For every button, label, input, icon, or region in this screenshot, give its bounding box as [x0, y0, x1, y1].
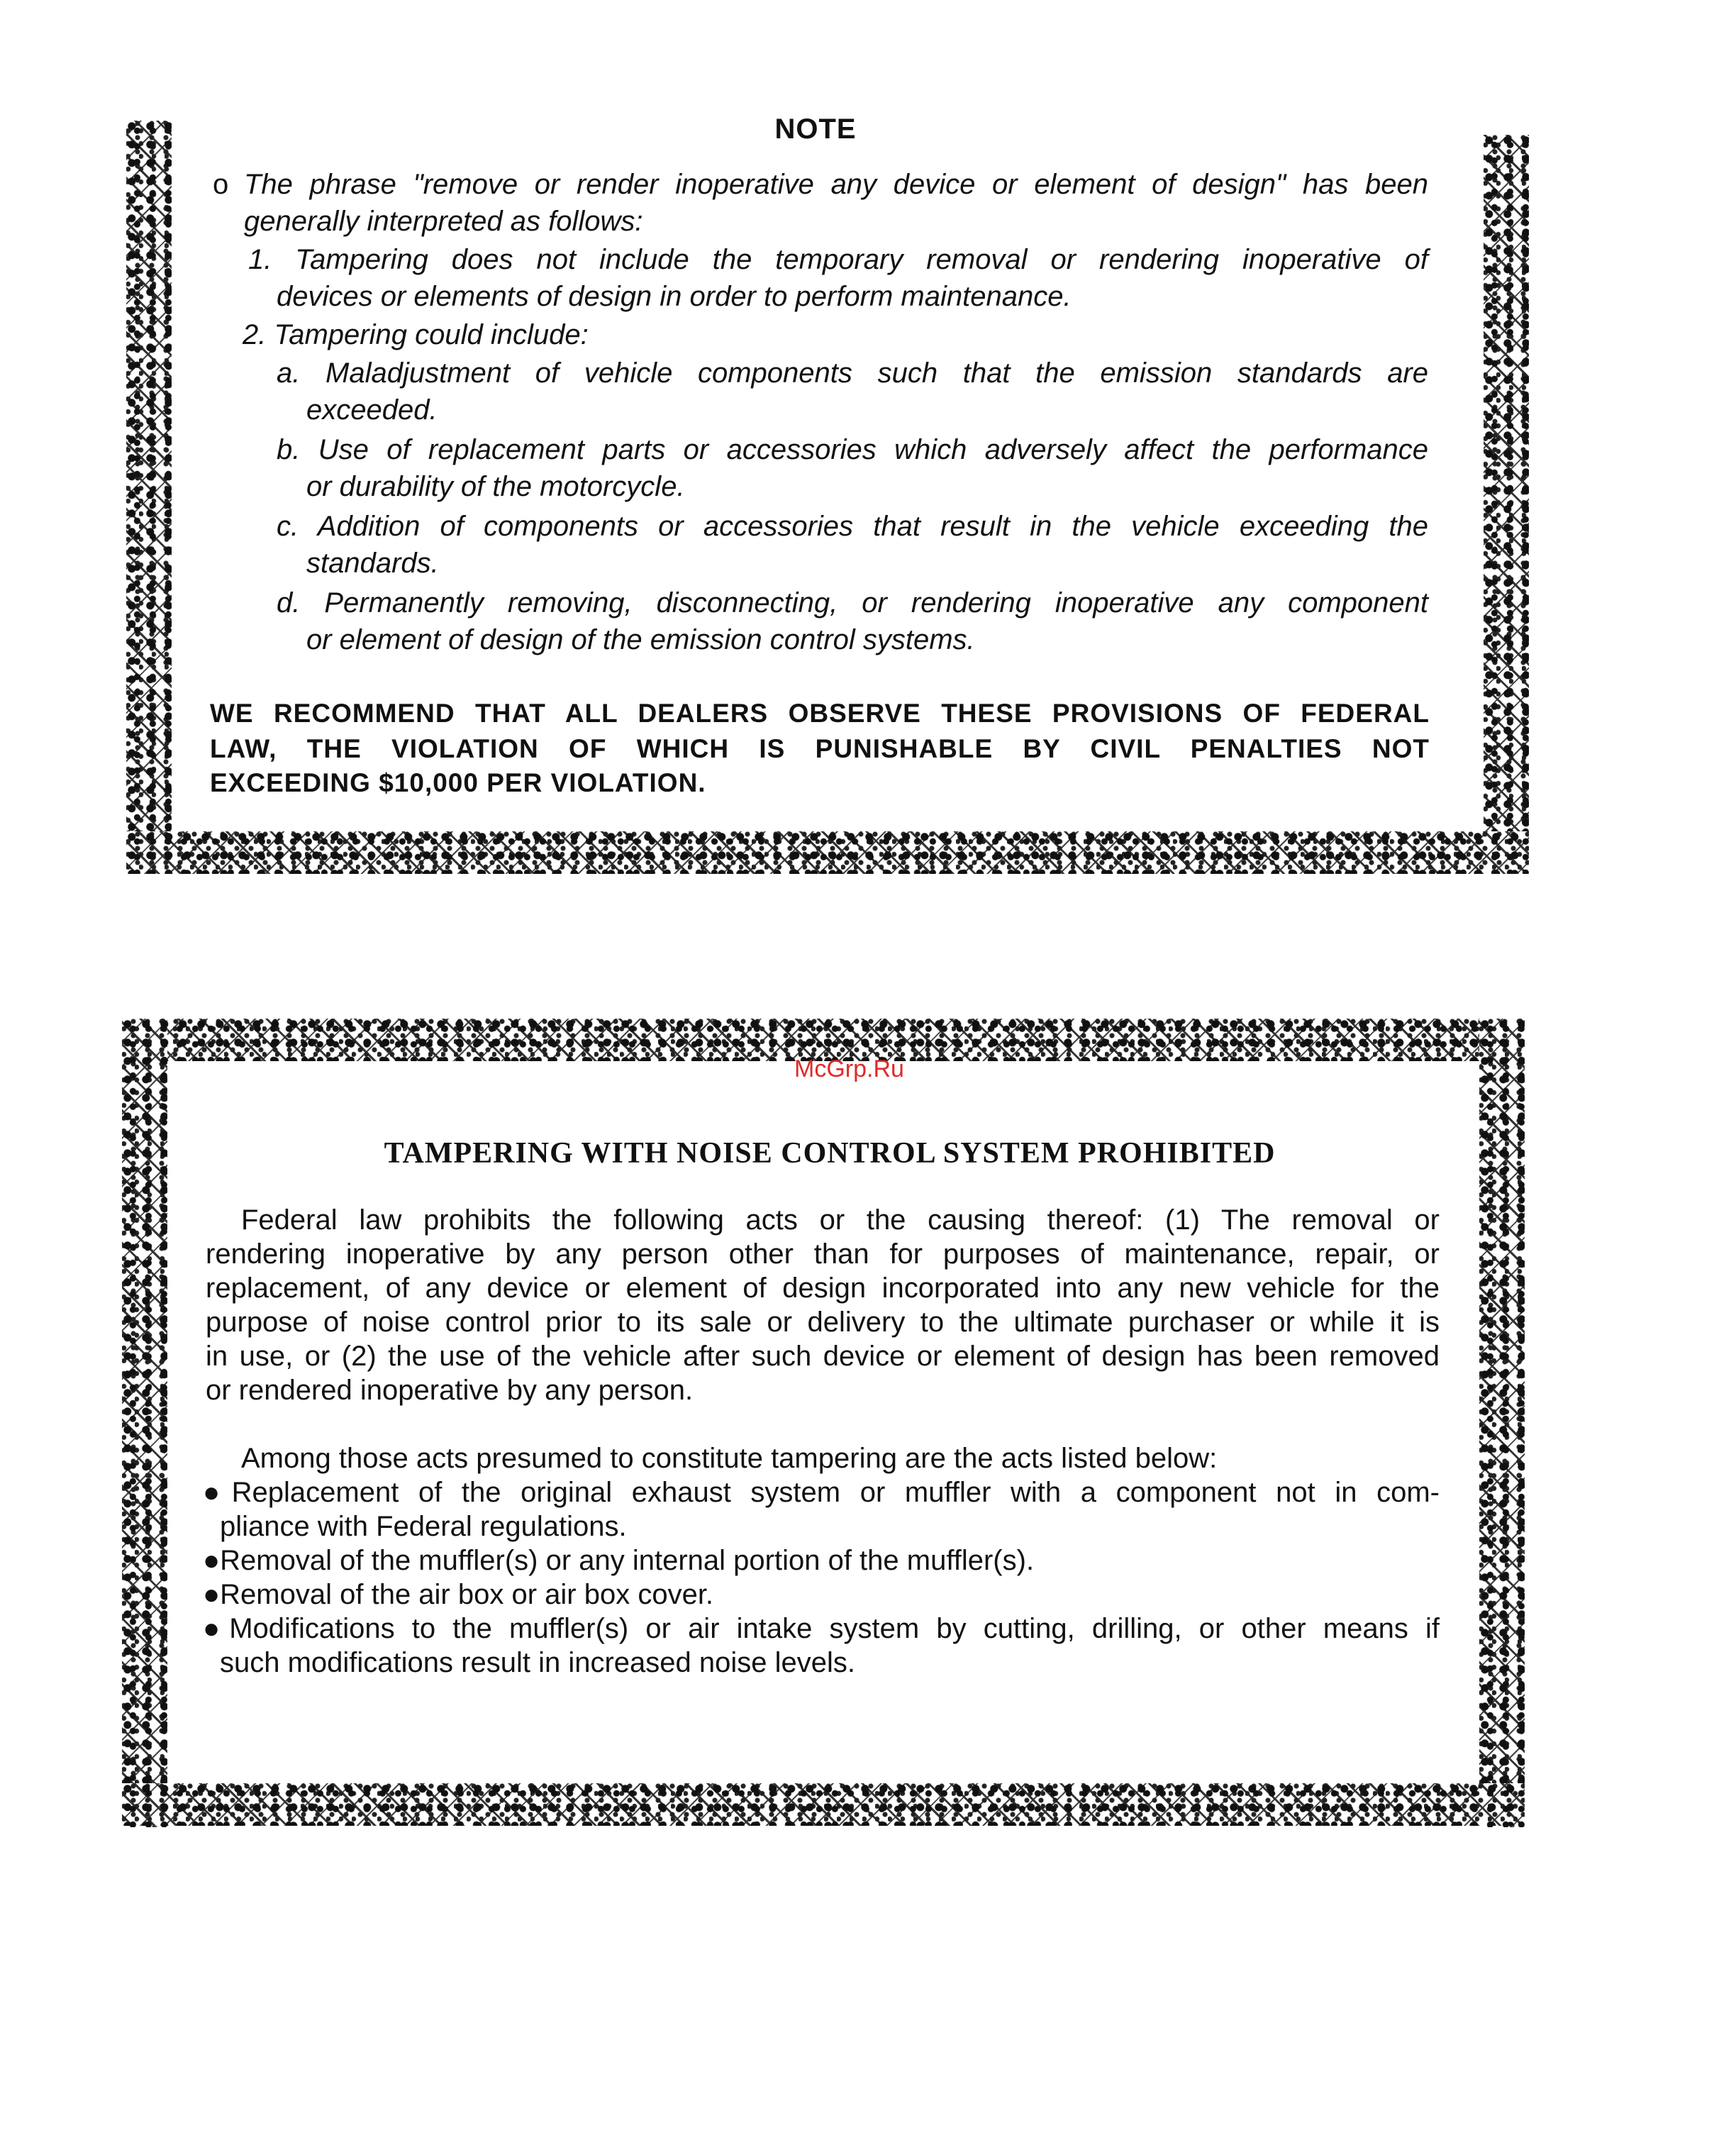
- note-sub-b-cont: or durability of the motorcycle.: [306, 471, 685, 502]
- note-sub-c: c. Addition of components or accessories that result in the vehicle exceeding the: [277, 511, 1428, 542]
- note-warning-line2: LAW, THE VIOLATION OF WHICH IS PUNISHABLE BY CIVIL PENALTIES NOT: [210, 734, 1430, 763]
- note-sub-c-cont: standards.: [306, 548, 439, 579]
- note-warning-line3: EXCEEDING $10,000 PER VIOLATION.: [210, 768, 706, 797]
- tamper-bullet-3: ●Removal of the air box or air box cover.: [203, 1579, 714, 1610]
- tamper-bullet-1: ●Replacement of the original exhaust system or muffler with a component not in com-: [203, 1477, 1440, 1508]
- note-intro-cont: generally interpreted as follows:: [244, 206, 643, 237]
- note-border-left: [126, 121, 172, 872]
- tamper-bullet-4: ●Modifications to the muffler(s) or air intake system by cutting, drilling, or other means if: [203, 1613, 1440, 1644]
- tamper-bullet-1-cont: pliance with Federal regulations.: [220, 1511, 627, 1542]
- tamper-border-bottom: [122, 1783, 1525, 1826]
- tamper-border-right: [1479, 1019, 1525, 1827]
- tamper-para1-line6: or rendered inoperative by any person.: [206, 1375, 694, 1406]
- note-sub-a: a. Maladjustment of vehicle components such that the emission standards are: [277, 358, 1428, 389]
- note-title: NOTE: [774, 113, 857, 145]
- note-border-bottom: [126, 831, 1529, 874]
- note-bullet: o: [213, 169, 229, 200]
- note-warning-line1: WE RECOMMEND THAT ALL DEALERS OBSERVE THESE PROVISIONS OF FEDERAL: [210, 699, 1430, 728]
- tamper-bullet-4-cont: such modifications result in increased noise levels.: [220, 1647, 855, 1678]
- note-item-2: 2. Tampering could include:: [243, 319, 589, 350]
- note-sub-b: b. Use of replacement parts or accessories which adversely affect the performance: [277, 434, 1428, 465]
- watermark-text: McGrp.Ru: [794, 1055, 904, 1082]
- note-item-1-cont: devices or elements of design in order to perform maintenance.: [277, 281, 1072, 312]
- tamper-para1-line4: purpose of noise control prior to its sale or delivery to the ultimate purchaser or while it is: [206, 1307, 1440, 1338]
- tamper-title: TAMPERING WITH NOISE CONTROL SYSTEM PROHIBITED: [384, 1137, 1276, 1170]
- note-sub-d-cont: or element of design of the emission control systems.: [306, 624, 975, 655]
- tamper-border-left: [122, 1019, 167, 1827]
- tamper-para1-line5: in use, or (2) the use of the vehicle after such device or element of design has been removed: [206, 1341, 1440, 1372]
- tamper-para1-line2: rendering inoperative by any person other than for purposes of maintenance, repair, or: [206, 1238, 1440, 1270]
- note-border-right: [1484, 135, 1529, 872]
- note-sub-d: d. Permanently removing, disconnecting, or rendering inoperative any component: [277, 587, 1428, 619]
- tamper-bullet-2: ●Removal of the muffler(s) or any internal portion of the muffler(s).: [203, 1545, 1035, 1576]
- note-intro: The phrase "remove or render inoperative any device or element of design" has been: [244, 169, 1428, 200]
- tamper-para1-line3: replacement, of any device or element of design incorporated into any new vehicle for the: [206, 1273, 1440, 1304]
- tamper-para2: Among those acts presumed to constitute tampering are the acts listed below:: [241, 1443, 1218, 1474]
- tamper-para1-line1: Federal law prohibits the following acts or the causing thereof: (1) The removal or: [241, 1204, 1440, 1236]
- note-sub-a-cont: exceeded.: [306, 394, 438, 426]
- note-item-1: 1. Tampering does not include the temporary removal or rendering inoperative of: [248, 244, 1428, 275]
- tamper-border-top: [122, 1019, 1525, 1061]
